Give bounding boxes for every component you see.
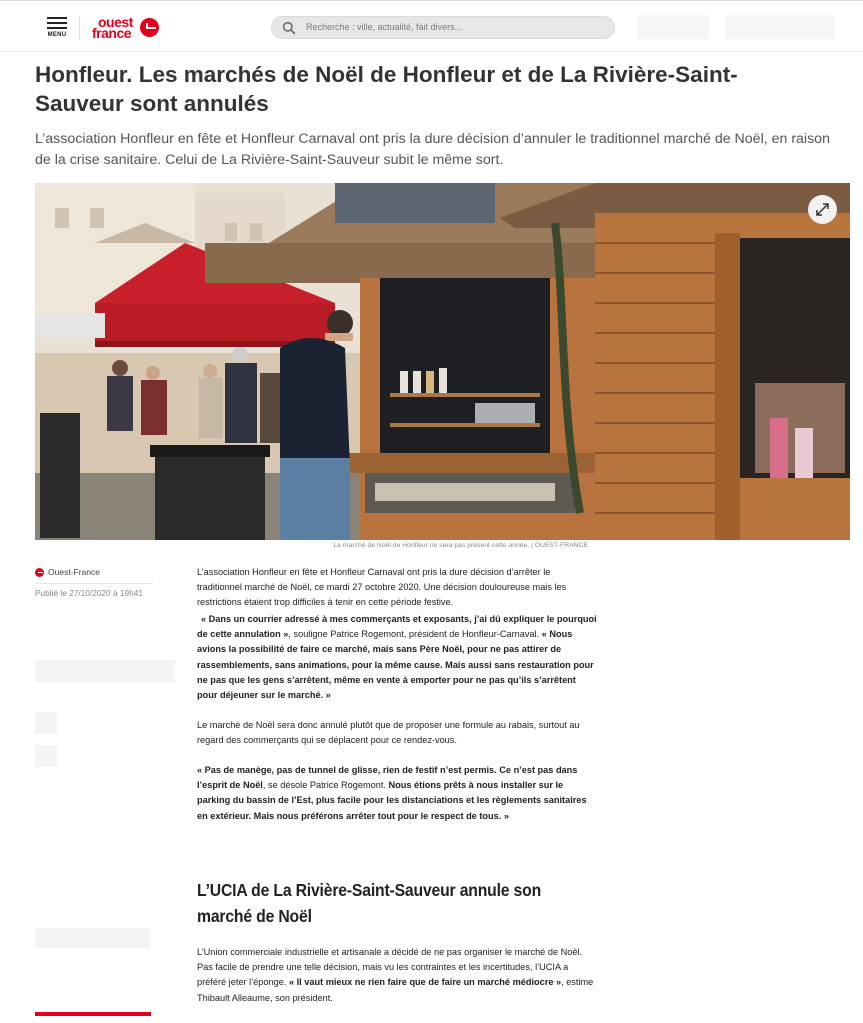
logo-word-france: france — [92, 25, 132, 41]
hamburger-icon-bar — [47, 27, 67, 29]
paragraph-text: , se désole Patrice Rogemont. — [262, 780, 389, 791]
article-source[interactable] — [35, 567, 153, 581]
hamburger-icon — [47, 17, 67, 19]
article-paragraph — [197, 612, 597, 703]
quote: « Nous avions la possibilité de faire ce marché, mais sans Père Noël, pour ne pas attirer de rassemblements, sans animations, pour la même cause. Mais aussi sans restauration pour ne pas que les gens s’arrêtent, même en vente à emporter pour ne pas qu’ils s’arrêtent pour déjeuner sur le marché. » — [197, 629, 594, 701]
header-placeholder-button[interactable] — [725, 15, 835, 39]
quote: « Il vaut mieux ne rien faire que de faire un marché médiocre » — [288, 977, 562, 988]
logo-circle-icon — [140, 18, 159, 37]
photo-caption: Le marché de Noël de Honfleur ne sera pas présent cette année. | OUEST-FRANCE — [333, 542, 588, 549]
meta-divider — [35, 583, 153, 584]
article-paragraph — [197, 763, 597, 824]
source-name: Ouest-France — [48, 567, 100, 577]
search-input[interactable]: Recherche : ville, actualité, fait divers... — [306, 22, 463, 32]
header-placeholder-button[interactable] — [637, 15, 709, 39]
sidebar-placeholder — [35, 745, 57, 767]
expand-icon — [814, 201, 831, 218]
quote: Nous étions prêts à nous installer sur le parking du bassin de l’Est, plus facile pour les distanciations et les règlements sanitaires en extérieur. Mais nous préférons arrêter tout pour le respect de tous. » — [197, 780, 587, 821]
site-header — [0, 0, 863, 52]
search-icon — [282, 21, 296, 35]
page-title: Honfleur. Les marchés de Noël de Honfleur et de La Rivière-Saint-Sauveur sont annulés — [35, 62, 738, 116]
quote: « Dans un courrier adressé à mes commerçants et exposants, j’ai dû expliquer le pourquoi de cette annulation » — [197, 614, 597, 640]
paragraph-text: L’Union commerciale industrielle et artisanale a décidé de ne pas organiser le marché de Noël. Pas facile de prendre une telle décision, mais vu les contraintes et les incertitudes, l’UCIA a préféré jeter l’éponge. — [197, 947, 583, 988]
paragraph-text: Le marché de Noël sera donc annulé plutôt que de proposer une formule au rabais, surtout au regard des commerçants qui se déplacent pour ce rendez-vous. — [197, 720, 580, 746]
ouest-france-logo-icon — [35, 568, 44, 577]
search-bar[interactable] — [271, 16, 615, 39]
header-divider — [79, 17, 80, 39]
hamburger-icon-bar — [47, 22, 67, 24]
article-paragraph — [197, 565, 597, 611]
paragraph-text: , souligne Patrice Rogemont, président de Honfleur-Carnaval. — [288, 629, 542, 640]
article-paragraph — [197, 718, 597, 748]
article-photo[interactable] — [35, 183, 850, 540]
publication-date: Publié le 27/10/2020 à 19h41 — [35, 588, 143, 598]
article-paragraph — [197, 945, 597, 1006]
christmas-market-illustration — [35, 183, 850, 540]
sidebar-placeholder — [35, 928, 150, 948]
ouest-france-logo[interactable] — [92, 15, 164, 41]
menu-button[interactable] — [44, 17, 70, 39]
paragraph-text: L’association Honfleur en fête et Honfleur Carnaval ont pris la dure décision d’arrêter le traditionnel marché de Noël, ce mardi 27 octobre 2020. Une décision douloureuse mais les restrictions étaient trop difficiles à tenir en cette période festive. — [197, 567, 567, 608]
sidebar-placeholder — [35, 712, 57, 734]
sidebar-accent-rule — [35, 1012, 151, 1016]
expand-photo-button[interactable] — [808, 195, 837, 224]
quote: « Pas de manège, pas de tunnel de glisse, rien de festif n’est permis. Ce n’est pas dans l’esprit de Noël — [197, 765, 578, 791]
logo-word-ouest: ouest — [98, 14, 133, 30]
article-lead: L’association Honfleur en fête et Honfleur Carnaval ont pris la dure décision d’annuler le traditionnel marché de Noël, en raison de la crise sanitaire. Celui de La Rivière-Saint-Sauveur subit le même sort. — [35, 131, 830, 168]
sidebar-placeholder — [35, 660, 175, 682]
article-subheading: L’UCIA de La Rivière-Saint-Sauveur annule son marché de Noël — [197, 880, 542, 926]
paragraph-text: , estime Thibault Alleaume, son président. — [197, 977, 594, 1003]
menu-label: MENU — [47, 32, 67, 38]
